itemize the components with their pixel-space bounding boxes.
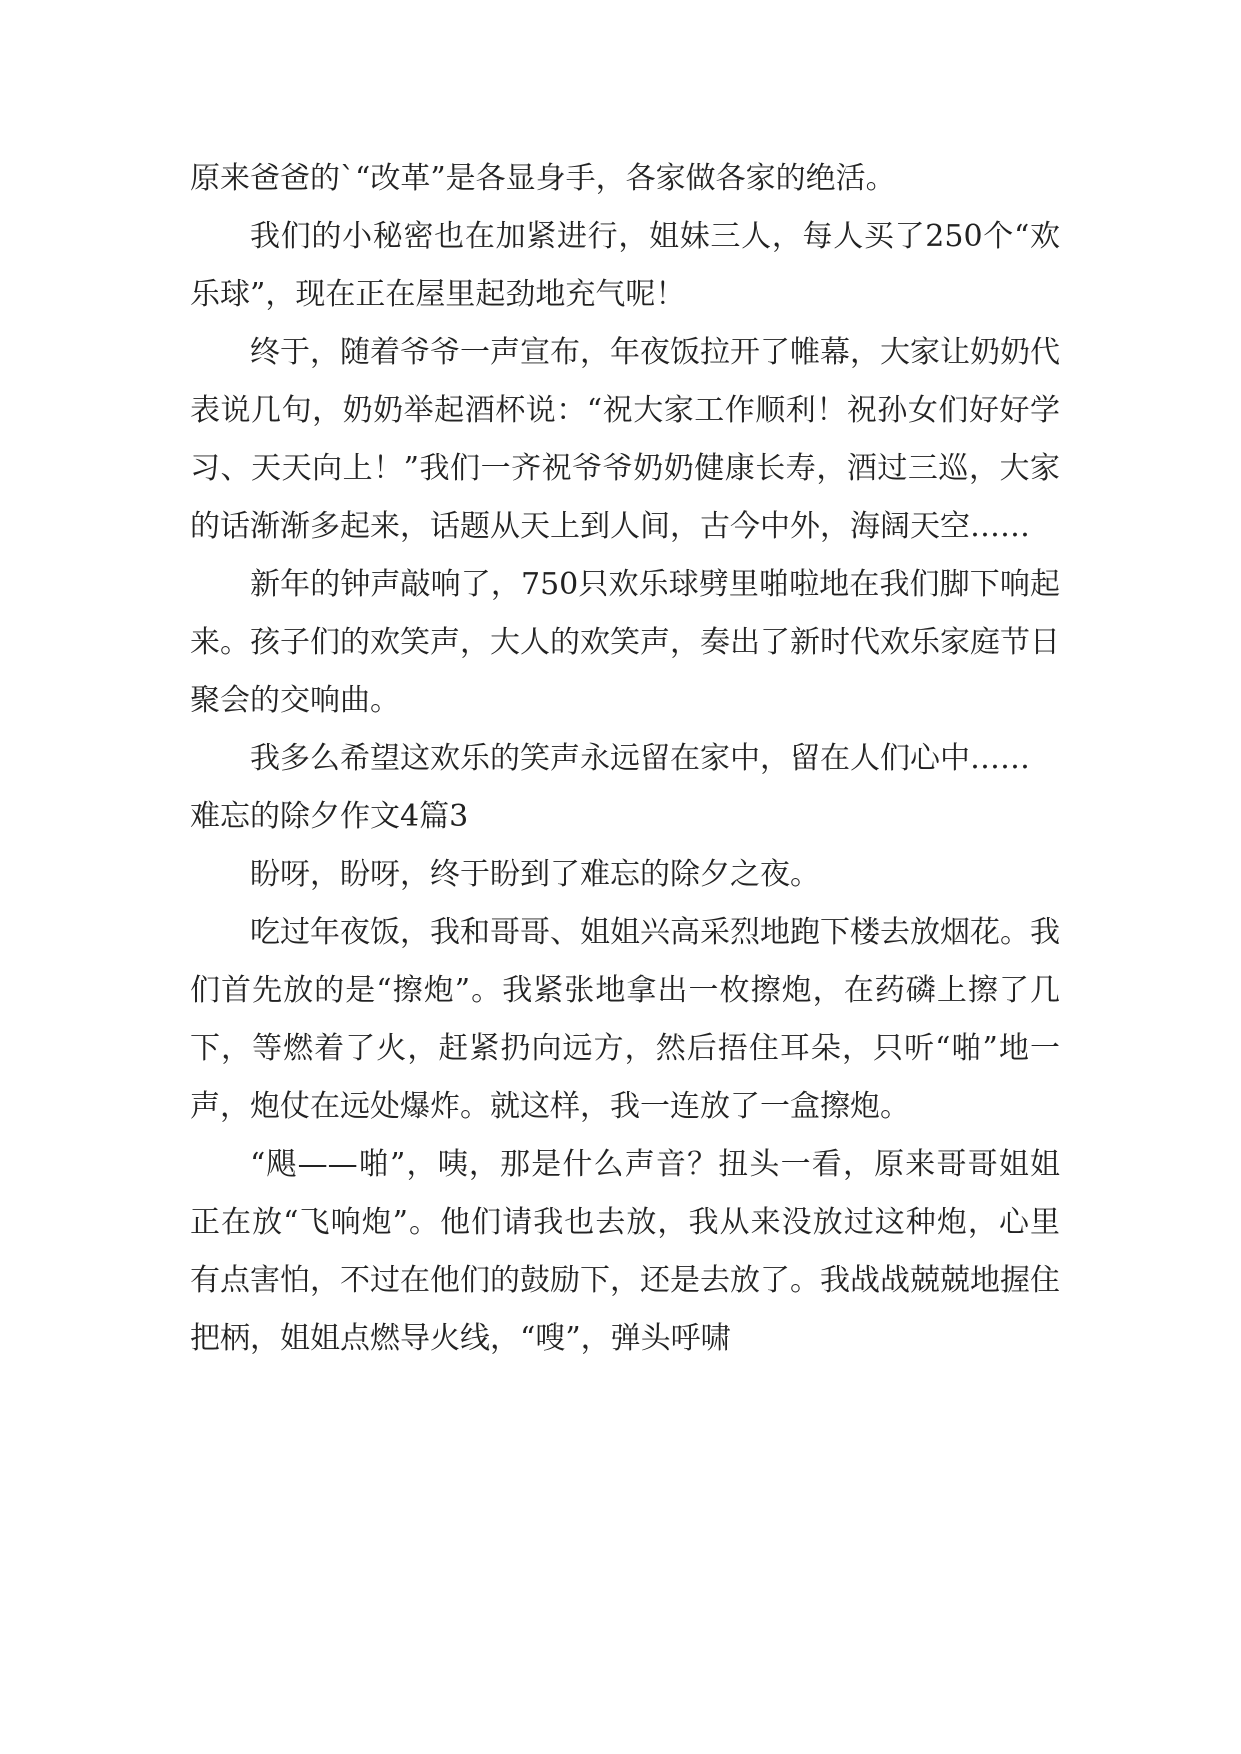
paragraph-continuation: 原来爸爸的`“改革”是各显身手，各家做各家的绝活。 (190, 161, 896, 196)
paragraph: 我多么希望这欢乐的笑声永远留在家中，留在人们心中…… (250, 741, 1030, 776)
paragraph: 终于，随着爷爷一声宣布，年夜饭拉开了帷幕，大家让奶奶代表说几句，奶奶举起酒杯说：“祝大家工作顺利！祝孙女们好好学习、天天向上！”我们一齐祝爷爷奶奶健康长寿，酒过三巡，大家的话渐渐多起来，话题从天上到人间，古今中外，海阔天空…… (190, 335, 1060, 544)
paragraph: 我们的小秘密也在加紧进行，姐妹三人，每人买了250个“欢乐球”，现在正在屋里起劲地充气呢！ (190, 219, 1060, 312)
document-body (190, 150, 1060, 1368)
paragraph: 盼呀，盼呀，终于盼到了难忘的除夕之夜。 (250, 857, 820, 892)
section-title: 难忘的除夕作文4篇3 (190, 799, 469, 834)
paragraph: “飓——啪”，咦，那是什么声音？扭头一看，原来哥哥姐姐正在放“飞响炮”。他们请我也去放，我从来没放过这种炮，心里有点害怕，不过在他们的鼓励下，还是去放了。我战战兢兢地握住把柄，姐姐点燃导火线，“嗖”，弹头呼啸 (190, 1147, 1060, 1356)
paragraph: 新年的钟声敲响了，750只欢乐球劈里啪啦地在我们脚下响起来。孩子们的欢笑声，大人的欢笑声，奏出了新时代欢乐家庭节日聚会的交响曲。 (190, 567, 1060, 718)
paragraph: 吃过年夜饭，我和哥哥、姐姐兴高采烈地跑下楼去放烟花。我们首先放的是“擦炮”。我紧张地拿出一枚擦炮，在药磷上擦了几下，等燃着了火，赶紧扔向远方，然后捂住耳朵，只听“啪”地一声，炮仗在远处爆炸。就这样，我一连放了一盒擦炮。 (190, 915, 1060, 1124)
